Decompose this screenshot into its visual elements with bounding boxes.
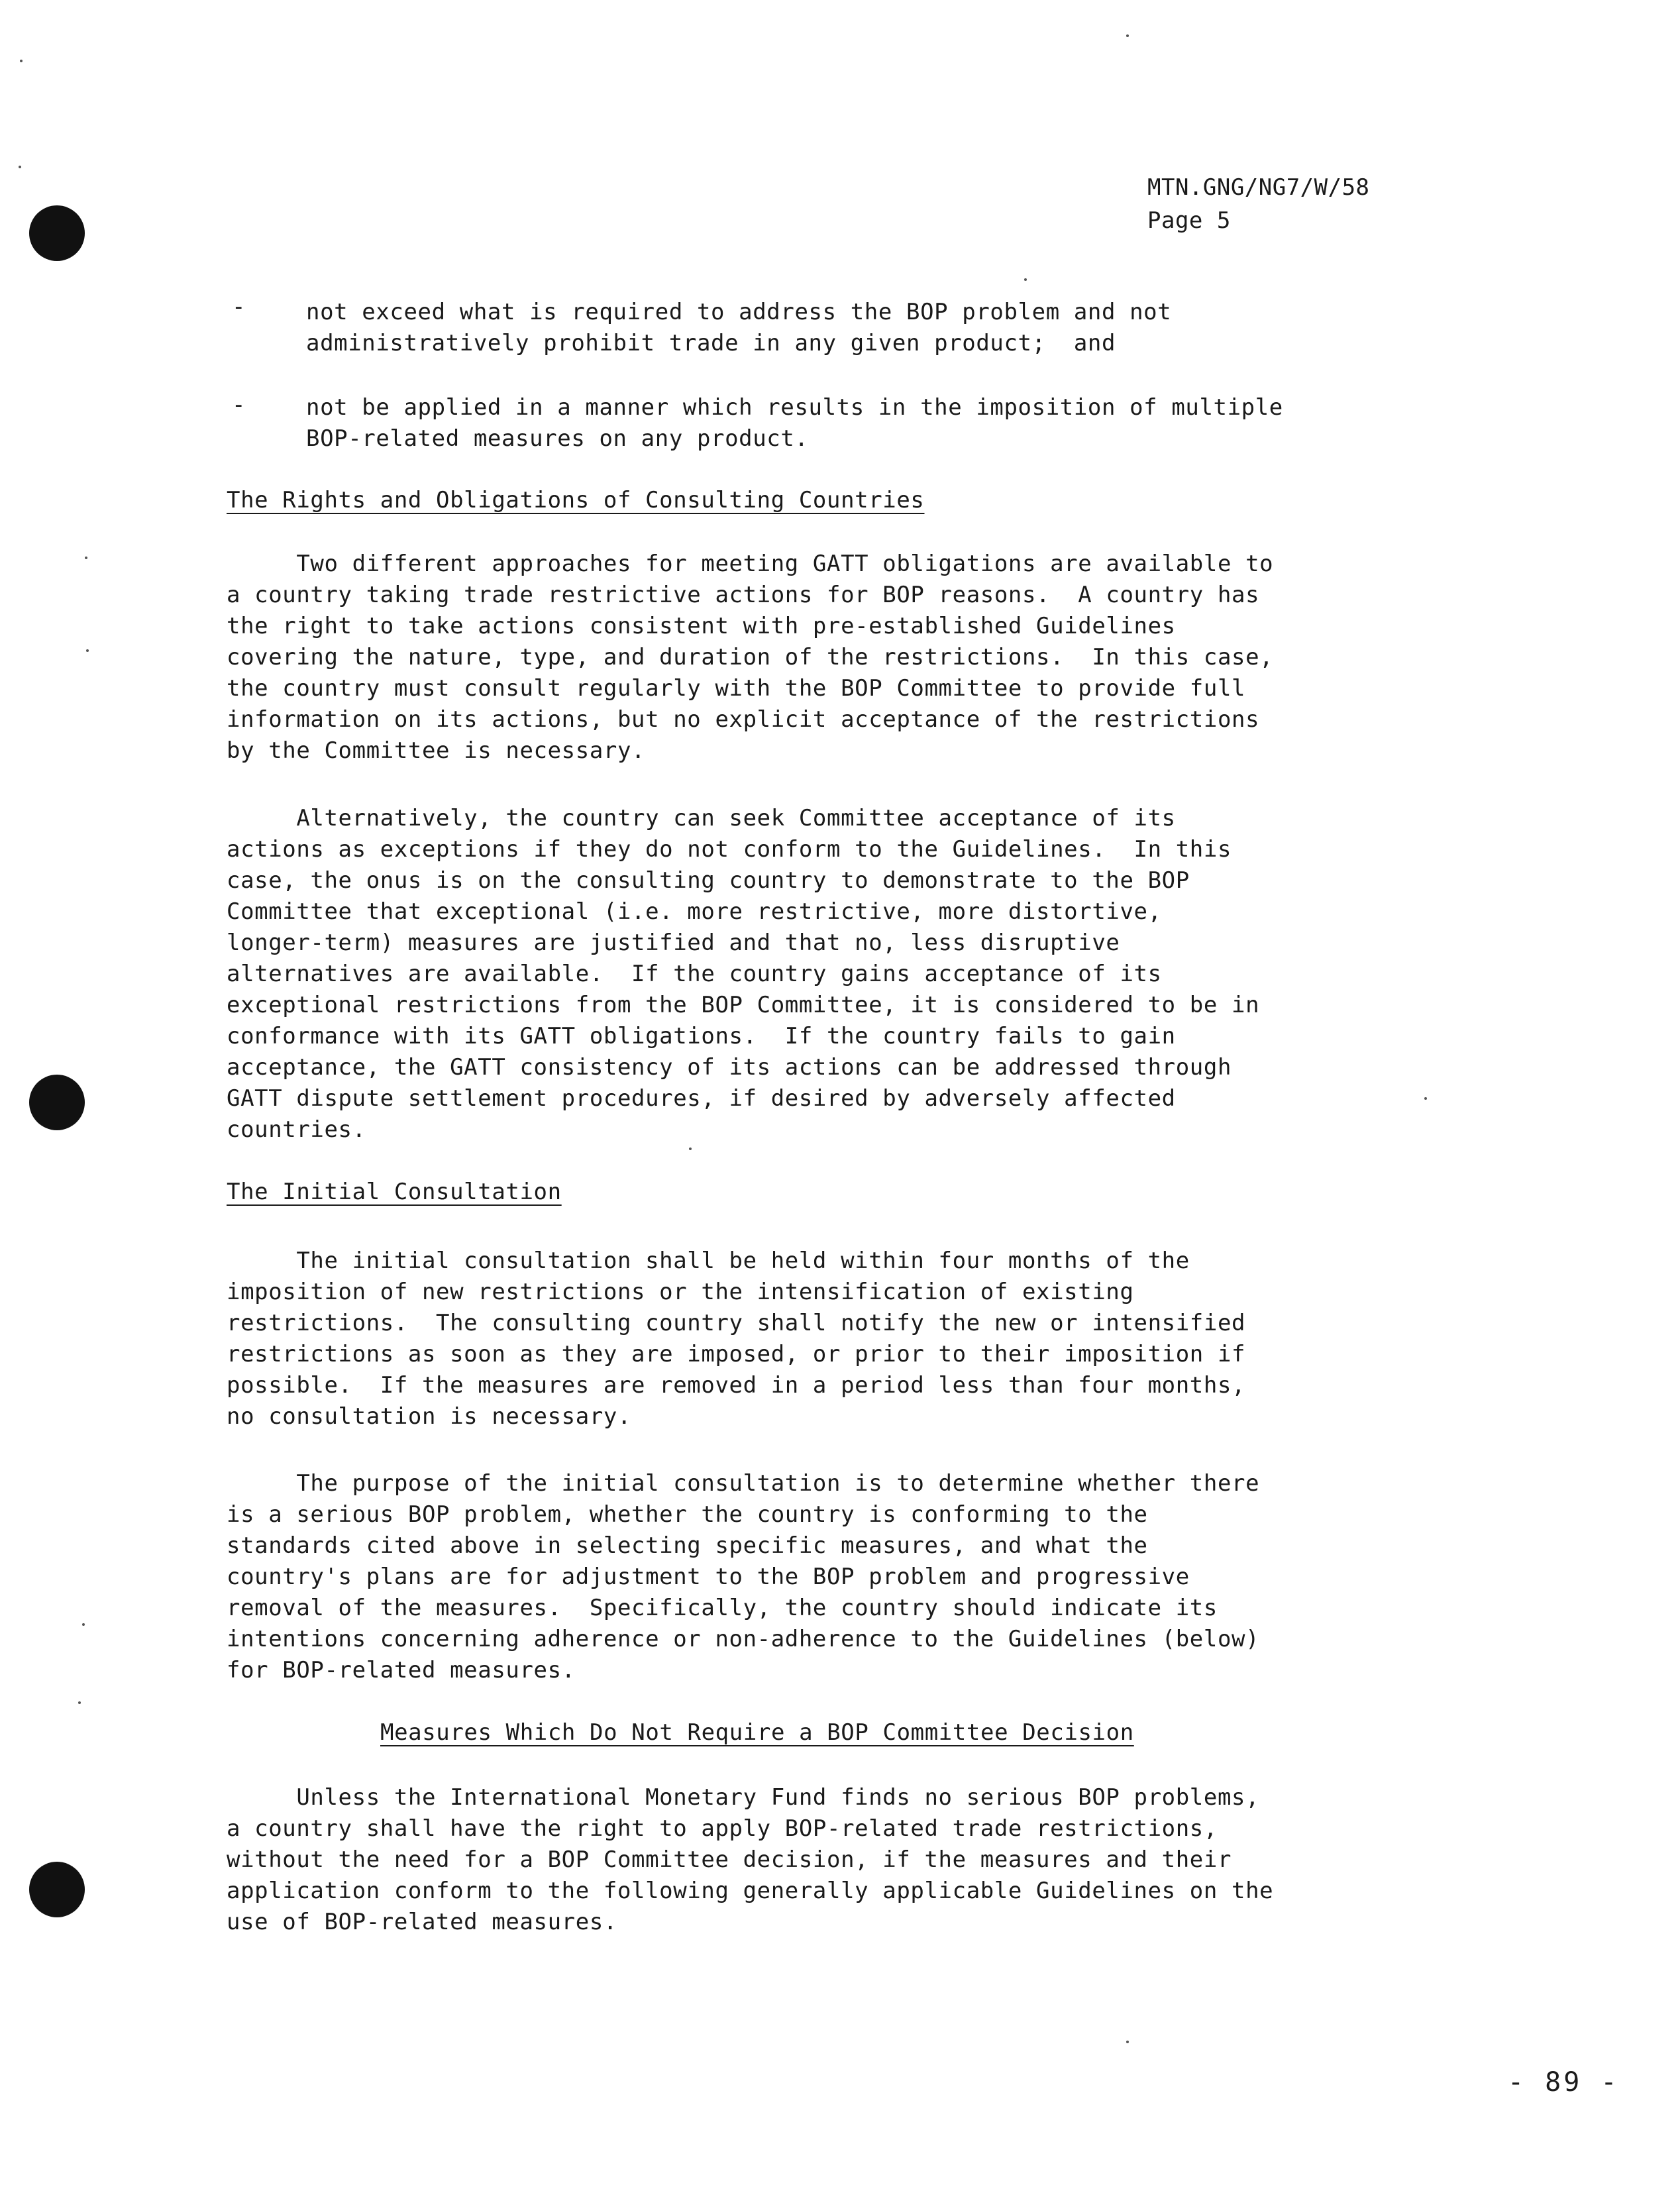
- text-line: GATT dispute settlement procedures, if desired by adversely affected: [227, 1085, 1176, 1112]
- text-line: by the Committee is necessary.: [227, 737, 646, 764]
- scan-speck: [1126, 34, 1129, 37]
- scan-speck: [689, 1148, 692, 1150]
- text-line: longer-term) measures are justified and that no, less disruptive: [227, 930, 1120, 956]
- document-reference: [1147, 171, 1370, 237]
- text-line: The purpose of the initial consultation is to determine whether there: [227, 1470, 1260, 1497]
- text-line: covering the nature, type, and duration of the restrictions. In this case,: [227, 644, 1274, 670]
- text-line: no consultation is necessary.: [227, 1403, 632, 1430]
- text-line: countries.: [227, 1116, 366, 1143]
- bullet-marker: -: [232, 294, 246, 320]
- scan-speck: [20, 60, 23, 62]
- text-line: possible. If the measures are removed in a period less than four months,: [227, 1372, 1246, 1399]
- scan-speck: [1424, 1097, 1427, 1100]
- text-line: a country shall have the right to apply BOP-related trade restrictions,: [227, 1815, 1218, 1842]
- bullet-item: [306, 297, 1171, 359]
- paragraph: [227, 803, 1259, 1146]
- scan-speck: [82, 1623, 85, 1626]
- text-line: not exceed what is required to address the BOP problem and not: [306, 299, 1172, 325]
- text-line: is a serious BOP problem, whether the country is conforming to the: [227, 1501, 1148, 1528]
- section-heading: Measures Which Do Not Require a BOP Committee Decision: [380, 1719, 1134, 1746]
- scan-speck: [1126, 2041, 1129, 2043]
- text-line: removal of the measures. Specifically, the country should indicate its: [227, 1595, 1218, 1621]
- text-line: for BOP-related measures.: [227, 1657, 576, 1683]
- text-line: Alternatively, the country can seek Committee acceptance of its: [227, 805, 1176, 831]
- text-line: restrictions as soon as they are imposed, or prior to their imposition if: [227, 1341, 1246, 1367]
- text-line: a country taking trade restrictive actions for BOP reasons. A country has: [227, 582, 1260, 608]
- text-line: the country must consult regularly with the BOP Committee to provide full: [227, 675, 1246, 702]
- text-line: alternatives are available. If the country gains acceptance of its: [227, 961, 1162, 987]
- text-line: Unless the International Monetary Fund finds no serious BOP problems,: [227, 1784, 1260, 1811]
- section-heading: The Rights and Obligations of Consulting Countries: [227, 487, 925, 513]
- text-line: conformance with its GATT obligations. If the country fails to gain: [227, 1023, 1176, 1049]
- text-line: Two different approaches for meeting GATT obligations are available to: [227, 551, 1274, 577]
- paragraph: [227, 1782, 1273, 1938]
- punch-hole-bottom: [29, 1862, 85, 1917]
- text-line: Committee that exceptional (i.e. more restrictive, more distortive,: [227, 898, 1162, 925]
- section-heading: The Initial Consultation: [227, 1179, 562, 1205]
- text-line: country's plans are for adjustment to the BOP problem and progressive: [227, 1564, 1190, 1590]
- text-line: standards cited above in selecting specific measures, and what the: [227, 1532, 1148, 1559]
- page-label: Page 5: [1147, 207, 1231, 234]
- document-symbol: MTN.GNG/NG7/W/58: [1147, 174, 1370, 201]
- scan-speck: [78, 1701, 81, 1704]
- text-line: acceptance, the GATT consistency of its actions can be addressed through: [227, 1054, 1232, 1081]
- paragraph: [227, 1246, 1245, 1432]
- paragraph: [227, 1468, 1259, 1686]
- bullet-item: [306, 392, 1283, 454]
- punch-hole-top: [29, 205, 85, 261]
- scan-speck: [85, 557, 87, 559]
- text-line: not be applied in a manner which results in the imposition of multiple: [306, 394, 1283, 421]
- punch-hole-middle: [29, 1075, 85, 1130]
- text-line: The initial consultation shall be held within four months of the: [227, 1248, 1190, 1274]
- bullet-marker: -: [232, 392, 246, 418]
- text-line: imposition of new restrictions or the intensification of existing: [227, 1279, 1134, 1305]
- text-line: BOP-related measures on any product.: [306, 425, 809, 452]
- text-line: case, the onus is on the consulting country to demonstrate to the BOP: [227, 867, 1190, 894]
- scan-speck: [19, 166, 21, 168]
- scan-speck: [1024, 278, 1027, 281]
- text-line: administratively prohibit trade in any given product; and: [306, 330, 1116, 356]
- text-line: application conform to the following generally applicable Guidelines on the: [227, 1878, 1274, 1904]
- text-line: without the need for a BOP Committee decision, if the measures and their: [227, 1846, 1232, 1873]
- page-number: - 89 -: [1508, 2067, 1620, 2098]
- text-line: actions as exceptions if they do not conform to the Guidelines. In this: [227, 836, 1232, 863]
- text-line: information on its actions, but no explicit acceptance of the restrictions: [227, 706, 1260, 733]
- scan-speck: [86, 649, 89, 652]
- text-line: use of BOP-related measures.: [227, 1909, 617, 1935]
- text-line: intentions concerning adherence or non-adherence to the Guidelines (below): [227, 1626, 1260, 1652]
- paragraph: [227, 549, 1273, 767]
- text-line: exceptional restrictions from the BOP Committee, it is considered to be in: [227, 992, 1260, 1018]
- text-line: the right to take actions consistent with pre-established Guidelines: [227, 613, 1176, 639]
- text-line: restrictions. The consulting country shall notify the new or intensified: [227, 1310, 1246, 1336]
